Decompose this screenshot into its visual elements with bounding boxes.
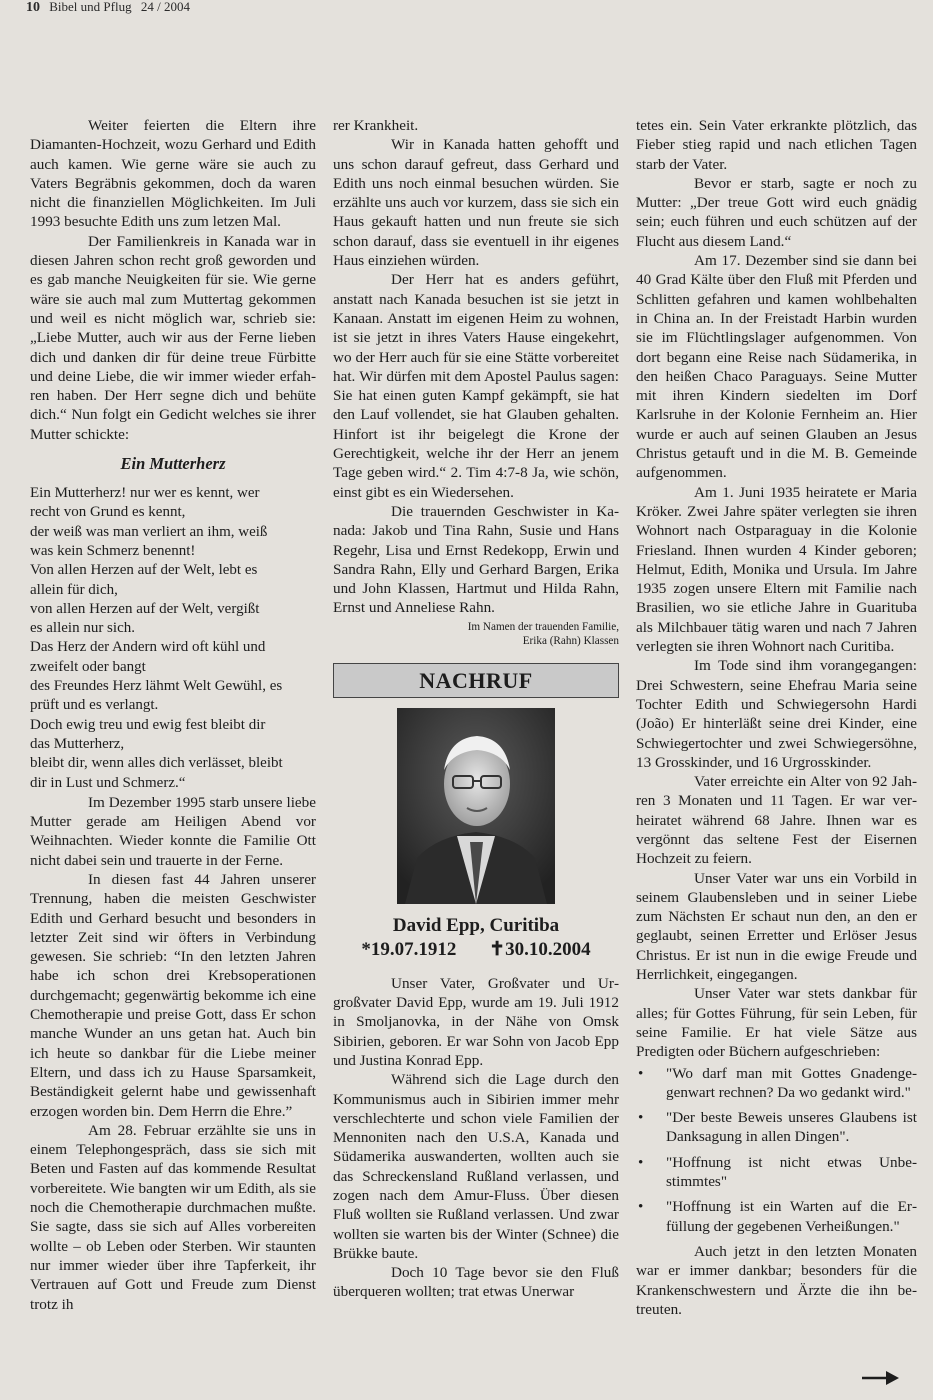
poem <box>30 484 316 793</box>
paragraph: Auch jetzt in den letzten Monaten war er immer dankbar; besonders für die Krankenschwestern und Ärzte die ihn betreuten. <box>636 1242 917 1318</box>
paragraph: Unser Vater, Großvater und Urgroßvater David Epp, wurde am 19. Juli 1912 in Smoljanovka, in der Nähe von Omsk Sibirien, geboren. Er war Sohn von Jacob Epp und Justina Konrad Epp. <box>333 974 619 1069</box>
paragraph: Der Herr hat es anders geführt, anstatt nach Kanada besuchen ist sie jetzt in Kanaan. Anstatt im eigenen Heim zu wohnen, ist sie jetzt in ihres Vaters Hause eingekehrt, wo der Herr auch für sie eine Stätte vorbereitet hat. Wir dürfen mit dem Apostel Paulus sagen: Sie hat einen guten Kampf gekämpft, sie hat den Lauf vollendet, sie hat Glauben gehalten. Hinfort ist ihr beigelegt die Krone der Gerechtigkeit, welche ihr der Herr an jenem Tage geben wird.“ 2. Tim 4:7-8 Ja, wie schön, einst gibt es ein Wiedersehen. <box>333 271 619 501</box>
paragraph: In diesen fast 44 Jahren unserer Trennung, haben die meisten Geschwister Edith und Gerhard besucht und besonders in letzter Zeit sind wir öfters in Verbindung gewesen. Sie schrieb: “In den letzten Jahren habe ich schon drei Krebsoperationen durchgemacht; gegenwärtig bekomme ich eine Chemotherapie und preise Gott, dass Er schon manche Wunder an uns getan hat. Auch bin ich heute so dankbar für die Liebe meiner Eltern, und dass ich zu Hause Sparsamkeit, Beständigkeit gelernt habe und gewissenhaft erzogen worden bin. Dem Herrn die Ehre.” <box>30 870 316 1120</box>
quote-item: • "Hoffnung ist nicht etwas Unbestimmtes" <box>636 1153 917 1192</box>
paragraph: Unser Vater war uns ein Vorbild in seinem Glaubensleben und in seiner Liebe zum Nächsten Er schaut nun den, an den er geglaubt, seinen Erretter und Erlöser Jesus Christus. Er ist nun in die ewige Freude und Herrlichkeit, eingegangen. <box>636 869 917 984</box>
paragraph: Am 1. Juni 1935 heiratete er Maria Kröker. Zwei Jahre später verlegten sie ihren Wohnort nach Ostparaguay in die Kolonie Friesland. Ihnen wurden 4 Kinder geboren; Helmut, Edith, Monika und Ursula. Im Jahre 1935 zogen unsere Eltern mit Familie nach Brasilien, wo sie etliche Jahre in Guarituba als Milchbauer tätig waren und nach 7 Jahren verlegten sie ihren Wohnort nach Curitiba. <box>636 483 917 656</box>
poem-line: was kein Schmerz benennt! <box>30 542 196 559</box>
paragraph: Im Dezember 1995 starb unsere liebe Mutter gerade am Heiligen Abend vor Weihnachten. Wieder konnte die Familie Ott nicht dabei sein und trauerte in der Ferne. <box>30 793 316 869</box>
poem-line: zweifelt oder bangt <box>30 658 146 675</box>
poem-title: Ein Mutterherz <box>120 454 226 474</box>
publication-name: Bibel und Pflug <box>49 0 132 14</box>
signature <box>333 620 619 649</box>
obituary-dates <box>333 938 619 962</box>
poem-line: das Mutterherz, <box>30 735 125 752</box>
signature-name: Erika (Rahn) Klassen <box>522 635 619 648</box>
signature-line: Im Namen der trauenden Familie, <box>467 620 619 633</box>
poem-line: es allein nur sich. <box>30 620 135 637</box>
poem-line: des Freundes Herz lähmt Welt Gewühl, es <box>30 678 283 695</box>
portrait-photo <box>397 708 555 904</box>
paragraph: Der Familienkreis in Kanada war in diesen Jahren schon recht groß geworden und es gab manche Neuigkeiten für sie. Wie gerne wäre sie auch mal zum Muttertag gekommen und weil es nicht möglich war, schrieb sie: „Liebe Mutter, auch wir aus der Ferne lieben dich und danken dir für deine treue Fürbitte und deine Liebe, die wir immer wieder erfahren haben. Der Herr segne dich und behüte dich.“ Nun folgt ein Gedicht welches sie ihrer Mutter schickte: <box>30 232 316 443</box>
poem-line: der weiß was man verliert an ihm, weiß <box>30 523 268 540</box>
quote-item: • "Wo darf man mit Gottes Gnadengegenwart rechnen? Da wo gedankt wird." <box>636 1064 917 1103</box>
running-head <box>26 0 190 16</box>
paragraph: Unser Vater war stets dankbar für alles; für Gottes Führung, für sein Leben, für seine Familie. Er hat viele Sätze aus Predigten oder Büchern aufgeschrieben: <box>636 985 917 1061</box>
right-arrow-icon <box>862 1370 900 1391</box>
paragraph: Doch 10 Tage bevor sie den Fluß überqueren wollten; trat etwas Unerwar <box>333 1264 619 1301</box>
poem-line: Das Herz der Andern wird oft kühl und <box>30 639 266 656</box>
portrait-image <box>397 708 555 904</box>
column-1 <box>30 116 316 1314</box>
poem-line: prüft und es verlangt. <box>30 697 159 714</box>
column-3 <box>636 116 917 1319</box>
paragraph: Während sich die Lage durch den Kommunismus auch in Sibirien immer mehr verschlechterte und schon viele Familien der Mennoniten nach den U.S.A, Kanada und Südamerika auswanderten, wollten auch sie das Schreckensland Rußland verlassen, und zogen nach dem Amur-Fluss. Über diesen Fluß wollten sie Rußland verlassen. Und zwar wollten sie warten bis der Winter (Schnee) die Brükke baute. <box>333 1071 619 1262</box>
nachruf-heading: NACHRUF <box>333 663 619 698</box>
poem-line: allein für dich, <box>30 581 118 598</box>
poem-line: von allen Herzen auf der Welt, vergißt <box>30 600 260 617</box>
paragraph: Wir in Kanada hatten gehofft und uns schon darauf gefreut, dass Gerhard und Edith uns noch einmal besuchen würden. Sie erzählte uns auch vor kurzem, dass sie sich ein Haus gekauft hatten und nun freute sie sich schon darauf, dass sie eventuell in ihr eigenes Haus einziehen würden. <box>333 136 619 270</box>
quote-item: • "Der beste Beweis unseres Glaubens ist Danksagung in allen Dingen". <box>636 1108 917 1147</box>
death-date: ✝30.10.2004 <box>489 938 591 960</box>
column-2 <box>333 116 619 1302</box>
poem-line: recht von Grund es kennt, <box>30 504 186 521</box>
quote-item: • "Hoffnung ist ein Warten auf die Erfüllung der gegebenen Verheißungen." <box>636 1197 917 1236</box>
paragraph: tetes ein. Sein Vater erkrankte plötzlich, das Fieber stieg rapid und nach etlichen Tagen starb der Vater. <box>636 117 917 173</box>
obituary-name: David Epp, Curitiba <box>392 914 560 936</box>
paragraph: Am 28. Februar erzählte sie uns in einem Telephongespräch, dass sie sich mit Beten und Fasten auf das kommende Resultat vorbereitete. Wie bangten wir um Edith, als sie noch die Chemotherapie durchmachen mußte. Sie sagte, dass sie sich auf Alles vorbereiten wollte – ob Leben oder Sterben. Wir staunten nur immer wieder über ihre Tapferkeit, ihr Vertrauen auf Gott und Freude zum Dienst trotz ih <box>30 1121 316 1313</box>
paragraph: Die trauernden Geschwister in Kanada: Jakob und Tina Rahn, Susie und Hans Regehr, Lisa und Ernst Redekopp, Erwin und Sandra Rahn, Elly und Gerhard Bargen, Erika und John Klassen, Hartmut und Hilda Rahn, Ernst und Anneliese Rahn. <box>333 502 619 617</box>
poem-line: Von allen Herzen auf der Welt, lebt es <box>30 562 258 579</box>
paragraph: Weiter feierten die Eltern ihre Diamanten-Hochzeit, wozu Gerhard und Edith auch kamen. Wie gerne wäre sie auch zu Vaters Begräbnis gekommen, doch da waren nicht die finanziellen Möglichkeiten. Im Juli 1993 besuchte Edith uns zum letzen Mal. <box>30 117 316 231</box>
birth-date: *19.07.1912 <box>361 938 457 960</box>
paragraph: Bevor er starb, sagte er noch zu Mutter: „Der treue Gott wird euch gnädig sein; euch führen und euch schützen auf der Flucht aus diesem Land.“ <box>636 174 917 250</box>
page-number: 10 <box>26 0 40 15</box>
paragraph: Am 17. Dezember sind sie dann bei 40 Grad Kälte über den Fluß mit Pferden und Schlitten gefahren und kamen wohlbehalten in China an. In der Freistadt Harbin wurden sie im Flüchtlingslager aufgenommen. Von dort begann eine Reise nach Südamerika, in den heißen Chaco Paraguays. Seine Mutter mit ihren Kindern siedelten im Dorf Karlsruhe in der Kolonie Fernheim an. Hier wurde er auch auf seinen Glauben an Jesus Christus getauft und in die M. B. Gemeinde aufgenommen. <box>636 252 917 482</box>
poem-line: dir in Lust und Schmerz.“ <box>30 774 186 791</box>
poem-line: Doch ewig treu und ewig fest bleibt dir <box>30 716 266 733</box>
quote-list <box>636 1064 917 1236</box>
portrait-photo-frame <box>333 708 619 904</box>
paragraph: rer Krankheit. <box>333 117 419 134</box>
paragraph: Im Tode sind ihm vorangegangen: Drei Schwestern, seine Ehefrau Maria seine Tochter Edith und Schwiegersohn Hardi (João) Er hinterläßt seine drei Kinder, eine Schwiegertochter und zwei Schwiegersöhne, 13 Grosskinder, und 16 Urgrosskinder. <box>636 657 917 771</box>
paragraph: Vater erreichte ein Alter von 92 Jahren 3 Monaten und 11 Tagen. Er war verheiratet während 68 Jahre. Ihnen war es vergönnt das seltene Fest der Eisernen Hochzeit zu feiern. <box>636 773 917 868</box>
poem-line: bleibt dir, wenn alles dich verlässet, bleibt <box>30 755 283 772</box>
issue-number: 24 / 2004 <box>140 0 190 14</box>
poem-line: Ein Mutterherz! nur wer es kennt, wer <box>30 485 260 502</box>
